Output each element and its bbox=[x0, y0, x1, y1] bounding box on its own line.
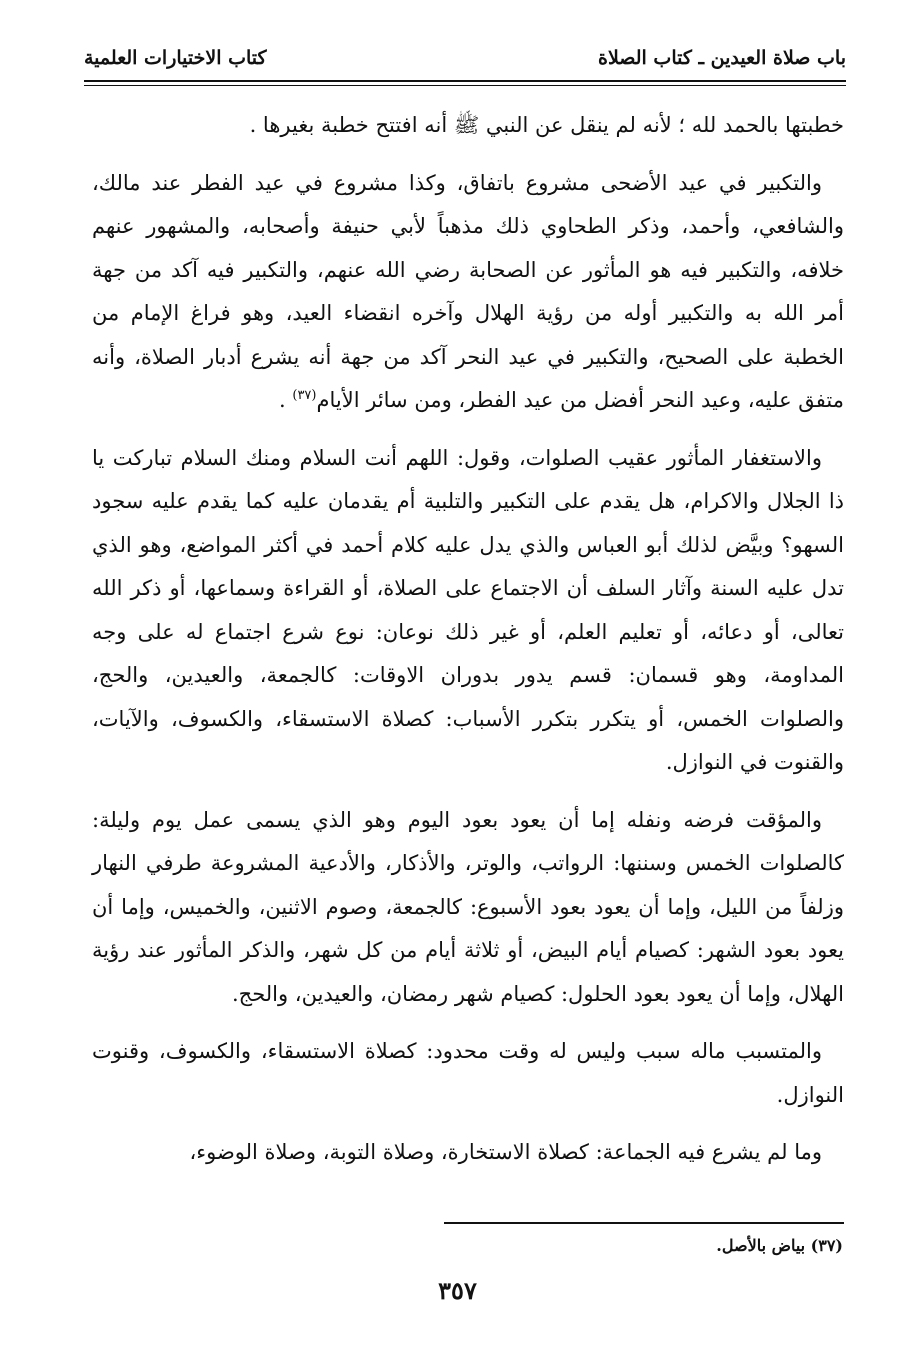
footnote-rule bbox=[444, 1222, 844, 1224]
header-rule-thin bbox=[84, 85, 846, 86]
paragraph-2-text: والتكبير في عيد الأضحى مشروع باتفاق، وكذا مشروع في عيد الفطر عند مالك، والشافعي، وأحمد، وذكر الطحاوي ذلك مذهباً لأبي حنيفة وأصحابه، والمشهور عنهم خلافه، والتكبير فيه هو المأثور عن الصحابة رضي الله عنهم، والتكبير فيه آكد من جهة أمر الله به والتكبير أوله من رؤية الهلال وآخره انقضاء العيد، وهو فراغ الإمام من الخطبة على الصحيح، والتكبير في عيد النحر آكد من جهة أنه يشرع أدبار الصلاة، وأنه متفق عليه، وعيد النحر أفضل من عيد الفطر، ومن سائر الأيام bbox=[92, 170, 844, 412]
paragraph-6-text: وما لم يشرع فيه الجماعة: كصلاة الاستخارة، وصلاة التوبة، وصلاة الوضوء، bbox=[189, 1140, 822, 1164]
paragraph-5 bbox=[92, 1030, 844, 1117]
page-number: ٣٥٧ bbox=[438, 1276, 477, 1305]
header-book-title: كتاب الاختيارات العلمية bbox=[84, 47, 267, 69]
paragraph-6 bbox=[92, 1131, 844, 1175]
paragraph-1 bbox=[92, 104, 844, 148]
paragraph-5-text: والمتسبب ماله سبب وليس له وقت محدود: كصلاة الاستسقاء، والكسوف، وقنوت النوازل. bbox=[92, 1039, 844, 1107]
paragraph-3 bbox=[92, 437, 844, 785]
main-text bbox=[92, 104, 844, 1189]
paragraph-1-text: خطبتها بالحمد لله ؛ لأنه لم ينقل عن النبي ﷺ أنه افتتح خطبة بغيرها . bbox=[249, 113, 844, 137]
paragraph-4-text: والمؤقت فرضه ونفله إما أن يعود بعود اليوم وهو الذي يسمى عمل يوم وليلة: كالصلوات الخمس وسننها: الرواتب، والوتر، والأذكار، والأدعية المشروعة طرفي النهار وزلفاً من الليل، وإما أن يعود بعود الأسبوع: كالجمعة، وصوم الاثنين، والخميس، وإما أن يعود بعود الشهر: كصيام أيام البيض، أو ثلاثة أيام من كل شهر، والذكر المأثور عند رؤية الهلال، وإما أن يعود بعود الحلول: كصيام شهر رمضان، والعيدين، والحج. bbox=[92, 807, 844, 1006]
paragraph-2-tail: . bbox=[279, 388, 293, 412]
footnote: (٣٧) بياض بالأصل. bbox=[716, 1236, 843, 1255]
paragraph-3-text: والاستغفار المأثور عقيب الصلوات، وقول: اللهم أنت السلام ومنك السلام تباركت يا ذا الجلال والاكرام، هل يقدم على التكبير والتلبية أم يقدمان عليه كما يقدم عليه سجود السهو؟ وبيَّض لذلك أبو العباس والذي يدل عليه كلام أحمد في أكثر المواضع، وهو الذي تدل عليه السنة وآثار السلف أن الاجتماع على الصلاة، أو القراءة وسماعها، أو ذكر الله تعالى، أو دعائه، أو تعليم العلم، أو غير ذلك نوعان: نوع شرع اجتماع له على وجه المداومة، وهو قسمان: قسم يدور بدوران الاوقات: كالجمعة، والعيدين، والحج، والصلوات الخمس، أو يتكرر بتكرر الأسباب: كصلاة الاستسقاء، والكسوف، والآيات، والقنوت في النوازل. bbox=[92, 445, 844, 774]
running-header bbox=[84, 42, 846, 74]
footnote-reference: (٣٧) bbox=[292, 388, 317, 403]
paragraph-4 bbox=[92, 799, 844, 1017]
header-rule bbox=[84, 80, 846, 82]
header-chapter-title: باب صلاة العيدين ـ كتاب الصلاة bbox=[597, 47, 846, 69]
paragraph-2 bbox=[92, 162, 844, 423]
